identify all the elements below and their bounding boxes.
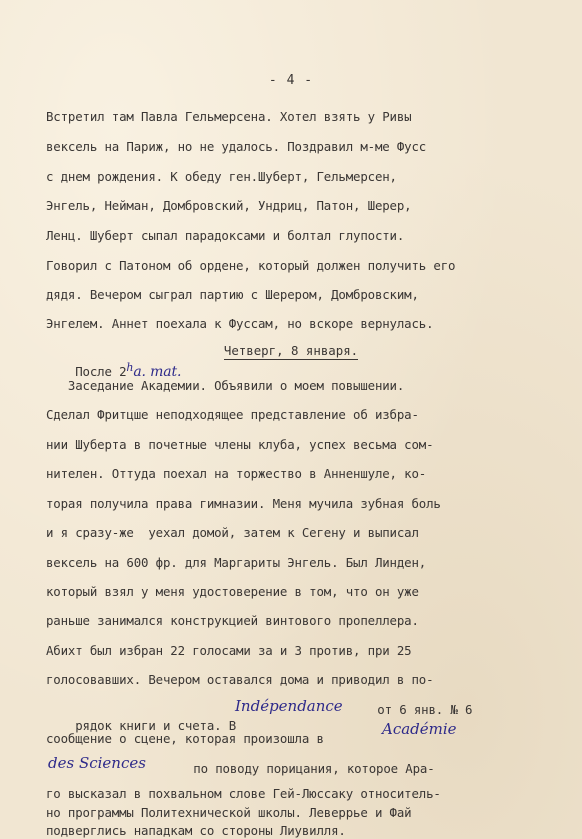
text-line: голосовавших. Вечером оставался дома и приводил в по- (46, 672, 434, 687)
text-line: и я сразу-же уехал домой, затем к Сегену и выписал (46, 525, 419, 540)
text-line: вексель на Париж, но не удалось. Поздравил м-ме Фусс (46, 139, 427, 154)
text-line: го высказал в похвальном слове Гей-Люссаку относитель- (46, 786, 441, 801)
text-line: Абихт был избран 22 голосами за и 3 против, при 25 (46, 643, 412, 658)
text-line: Встретил там Павла Гельмерсена. Хотел взять у Ривы (46, 109, 412, 124)
handwritten-note: a. mat. (133, 364, 182, 380)
text-line: Заседание Академии. Объявили о моем повышении. (46, 378, 405, 393)
handwritten-sciences: des Sciences (48, 754, 146, 772)
text-line: подверглись нападкам со стороны Лиувилля. (46, 823, 346, 838)
page-number: - 4 - (268, 73, 314, 88)
text-line: Энгель, Нейман, Домбровский, Ундриц, Патон, Шерер, (46, 198, 412, 213)
handwritten-newspaper-name: Indépendance (235, 697, 343, 715)
heading-text: Четверг, 8 января. (223, 343, 359, 358)
handwritten-academie: Académie (382, 720, 457, 738)
text-line: по поводу порицания, которое Ара- (186, 761, 435, 776)
text-line: Энгелем. Аннет поехала к Фуссам, но вскоре вернулась. (46, 316, 434, 331)
text-line: нии Шуберта в почетные члены клуба, успех весьма сом- (46, 437, 434, 452)
handwritten-superscript: h (126, 361, 134, 374)
date-heading (0, 343, 582, 358)
text-line: который взял у меня удостоверение в том, что он уже (46, 584, 419, 599)
text-line: вексель на 600 фр. для Маргариты Энгель. Был Линден, (46, 555, 427, 570)
text-line: но программы Политехнической школы. Леверрье и Фай (46, 805, 412, 820)
text-line: нителен. Оттуда поехал на торжество в Анненшуле, ко- (46, 466, 427, 481)
text-line: сообщение о сцене, которая произошла в (46, 731, 324, 746)
text-line: торая получила права гимназии. Меня мучила зубная боль (46, 496, 441, 511)
text-line: от 6 янв. № 6 (370, 702, 473, 717)
text-line: дядя. Вечером сыграл партию с Шерером, Домбровским, (46, 287, 419, 302)
text-line: Ленц. Шуберт сыпал парадоксами и болтал глупости. (46, 228, 405, 243)
text-line: раньше занимался конструкцией винтового пропеллера. (46, 613, 419, 628)
text-line: с днем рождения. К обеду ген.Шуберт, Гельмерсен, (46, 169, 397, 184)
text-line: Говорил с Патоном об ордене, который должен получить его (46, 258, 456, 273)
text-line: Сделал Фритцше неподходящее представление об избра- (46, 407, 419, 422)
typed-text: После 2 (75, 364, 127, 379)
typed-text: рядок книги и счета. В (75, 718, 237, 733)
